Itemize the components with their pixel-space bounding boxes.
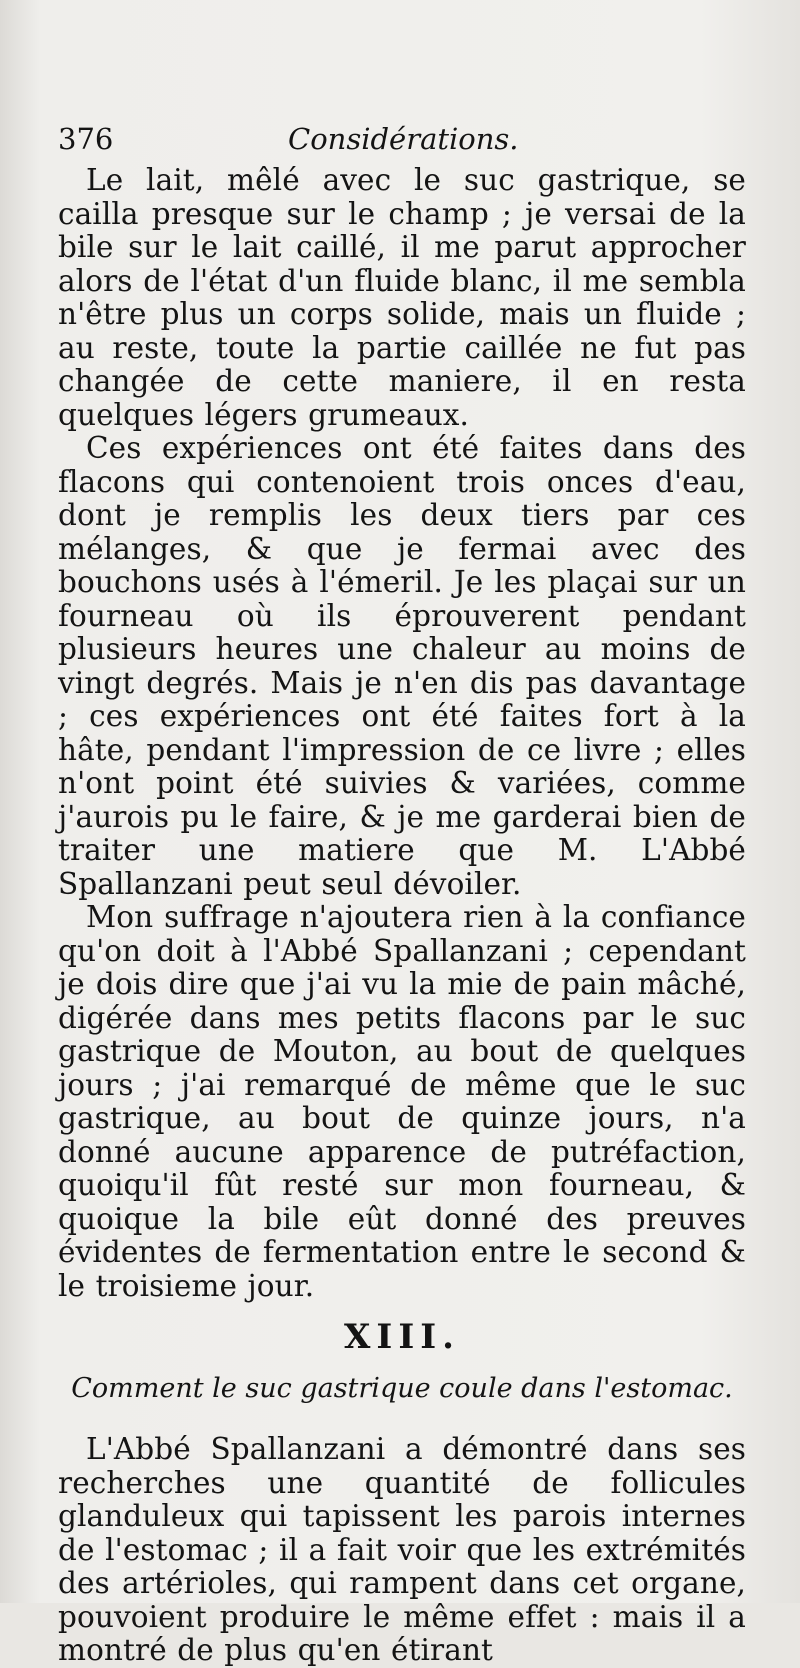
section-number: XIII. bbox=[344, 1317, 460, 1357]
paragraph-milk: Le lait, mêlé avec le suc gastrique, se cailla presque sur le champ ; je versai de la bile sur le lait caillé, il me parut approcher alors de l'état d'un fluide blanc, il me sembla n'être plus un corps solide, mais un fluide ; au reste, toute la partie caillée ne fut pas changée de cette maniere, il en resta quelques légers grumeaux. bbox=[58, 163, 746, 432]
running-title: Considérations. bbox=[288, 122, 519, 156]
page-header bbox=[58, 118, 746, 164]
paragraph-suffrage: Mon suffrage n'ajoutera rien à la confiance qu'on doit à l'Abbé Spallanzani ; cependant je dois dire que j'ai vu la mie de pain mâché, digérée dans mes petits flacons par le suc gastrique de Mouton, au bout de quelques jours ; j'ai remarqué de même que le suc gastrique, au bout de quinze jours, n'a donné aucune apparence de putréfaction, quoiqu'il fût resté sur mon fourneau, & quoique la bile eût donné des preuves évidentes de fermentation entre le second & le troisieme jour. bbox=[58, 900, 746, 1303]
text-block bbox=[58, 118, 746, 1668]
page-number: 376 bbox=[58, 122, 114, 156]
paragraph-follicles: L'Abbé Spallanzani a démontré dans ses recherches une quantité de follicules glanduleux qui tapissent les parois internes de l'estomac ; il a fait voir que les extrémités des artérioles, qui rampent dans cet organe, pouvoient produire le même effet : mais il a montré de plus qu'en étirant bbox=[58, 1432, 746, 1667]
paragraph-experiments: Ces expériences ont été faites dans des flacons qui contenoient trois onces d'eau, dont je remplis les deux tiers par ces mélanges, & que je fermai avec des bouchons usés à l'émeril. Je les plaçai sur un fourneau où ils éprouverent pendant plusieurs heures une chaleur au moins de vingt degrés. Mais je n'en dis pas davantage ; ces expériences ont été faites fort à la hâte, pendant l'impression de ce livre ; elles n'ont point été suivies & variées, comme j'aurois pu le faire, & je me garderai bien de traiter une matiere que M. L'Abbé Spallanzani peut seul dévoiler. bbox=[58, 431, 746, 901]
section-title: Comment le suc gastrique coule dans l'estomac. bbox=[71, 1373, 733, 1404]
